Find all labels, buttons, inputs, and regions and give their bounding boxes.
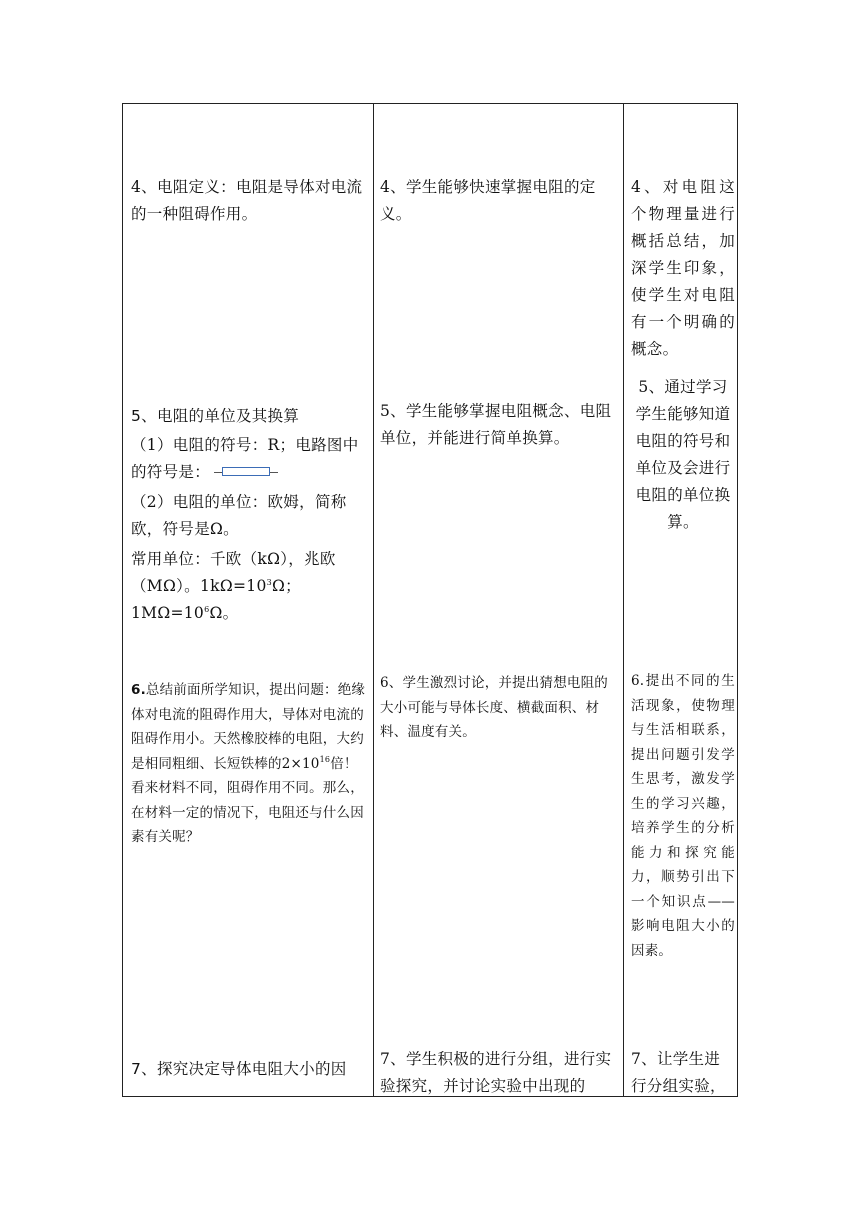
row4-student-activity (380, 174, 616, 228)
common-units-line (131, 546, 369, 627)
resistor-symbol-icon (214, 466, 278, 478)
row5-content (131, 403, 369, 627)
conversion-b: Ω；1MΩ=10 (131, 577, 301, 622)
row5-student-text: 5、学生能够掌握电阻概念、电阻单位，并能进行简单换算。 (380, 402, 612, 447)
conversion-c: Ω。 (209, 604, 239, 622)
question-text (131, 678, 369, 850)
row7-student-activity (380, 1046, 616, 1100)
row4-content (131, 174, 369, 228)
row5-intent-text: 5、通过学习学生能够知道电阻的符号和单位及会进行电阻的单位换算。 (635, 378, 731, 531)
row7-content-text: 7、探究决定导体电阻大小的因 (131, 1060, 347, 1078)
column-divider (623, 104, 624, 1096)
symbol-line-text: （1）电阻的符号：R；电路图中的符号是： (131, 436, 359, 481)
row7-design-intent (631, 1046, 735, 1100)
column-divider (373, 104, 374, 1096)
resistance-definition-text: 4、电阻定义：电阻是导体对电流的一种阻碍作用。 (131, 178, 363, 223)
question-text-b: 倍！看来材料不同，阻碍作用不同。那么，在材料一定的情况下，电阻还与什么因素有关呢？ (131, 755, 364, 845)
question-text-a: 总结前面所学知识，提出问题：绝缘体对电流的阻碍作用大，导体对电流的阻碍作用小。天然橡胶棒的电阻，大约是相同粗细、长短铁棒的2×10 (131, 682, 366, 772)
conversion-a-exponent: 3 (266, 578, 272, 587)
lesson-table (122, 103, 738, 1097)
row7-student-text: 7、学生积极的进行分组，进行实验探究，并讨论实验中出现的 (380, 1050, 612, 1095)
row7-content (131, 1056, 369, 1083)
row6-intent-text: 6.提出不同的生活现象，使物理与生活相联系，提出问题引发学生思考，激发学生的学习兴趣，培养学生的分析能力和探究能力，顺势引出下一个知识点——影响电阻大小的因素。 (631, 673, 735, 959)
row6-design-intent (631, 669, 735, 963)
row4-intent-text: 4、对电阻这个物理量进行概括总结，加深学生印象，使学生对电阻有一个明确的概念。 (631, 178, 735, 358)
item-number: 6. (131, 682, 146, 698)
row7-intent-text: 7、让学生进行分组实验， (631, 1050, 726, 1095)
row6-student-text: 6、学生激烈讨论，并提出猜想电阻的大小可能与导体长度、横截面积、材料、温度有关。 (380, 675, 608, 740)
row5-design-intent (631, 374, 735, 536)
symbol-line (131, 432, 369, 486)
unit-line: （2）电阻的单位：欧姆，简称欧，符号是Ω。 (131, 493, 347, 538)
row4-design-intent (631, 174, 735, 363)
conversion-a: 1kΩ=10 (199, 577, 267, 595)
question-exponent: 16 (319, 754, 331, 764)
row6-content (131, 678, 369, 850)
common-units-text: 常用单位：千欧（kΩ），兆欧（MΩ）。 (131, 550, 336, 595)
row4-student-text: 4、学生能够快速掌握电阻的定义。 (380, 178, 596, 223)
row5-student-activity (380, 398, 616, 452)
row6-student-activity (380, 671, 616, 745)
unit-title: 5、电阻的单位及其换算 (131, 407, 300, 425)
conversion-b-exponent: 6 (204, 605, 210, 614)
